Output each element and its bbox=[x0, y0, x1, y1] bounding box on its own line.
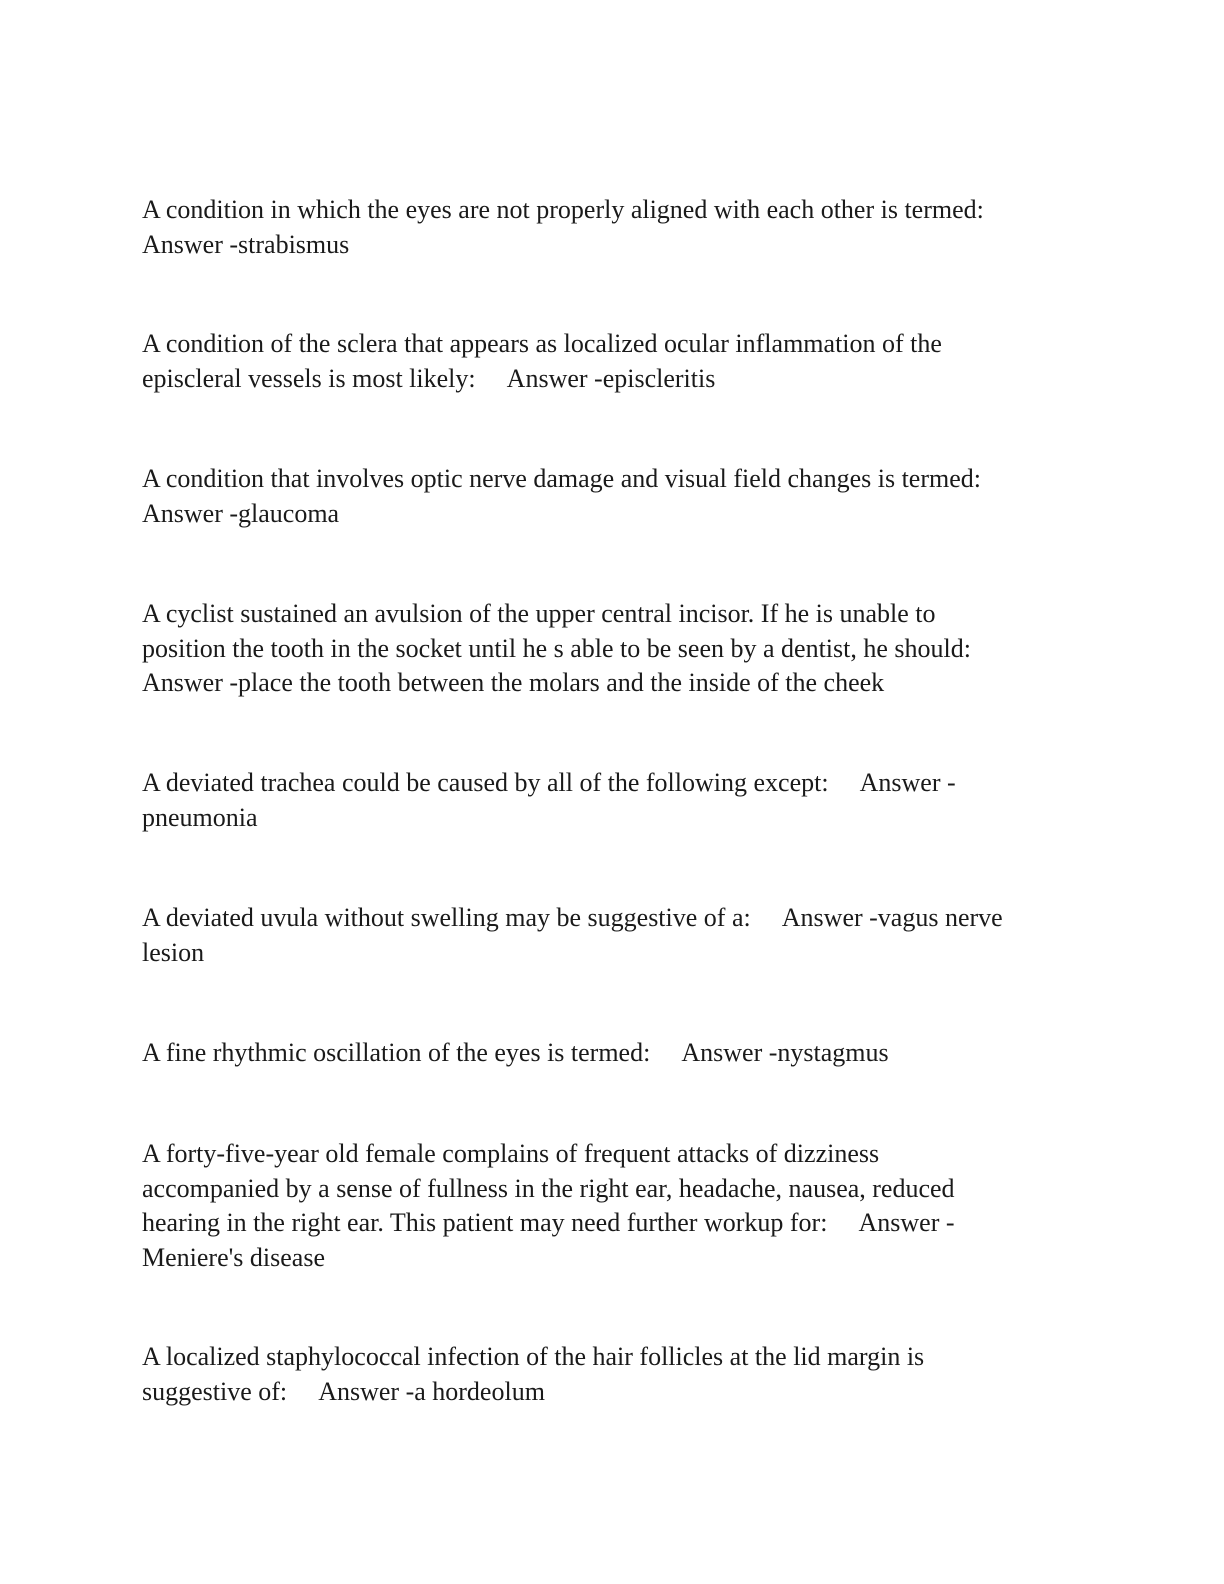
qa-item-menieres: A forty-five-year old female complains of frequent attacks of dizziness accompanied by a sense of fullness in the right ear, headache, nausea, reduced hearing in the right ear. This patient may need further workup for: Answer - Meniere's disease bbox=[142, 1139, 955, 1272]
qa-item-glaucoma: A condition that involves optic nerve damage and visual field changes is termed: Answer -glaucoma bbox=[142, 464, 981, 528]
qa-item-avulsion: A cyclist sustained an avulsion of the upper central incisor. If he is unable to position the tooth in the socket until he s able to be seen by a dentist, he should: Answer -place the tooth between the molars and the inside of the cheek bbox=[142, 599, 971, 697]
qa-item-strabismus: A condition in which the eyes are not properly aligned with each other is termed: Answer -strabismus bbox=[142, 195, 984, 259]
qa-item-nystagmus: A fine rhythmic oscillation of the eyes is termed: Answer -nystagmus bbox=[142, 1038, 889, 1067]
qa-item-hordeolum: A localized staphylococcal infection of the hair follicles at the lid margin is suggestive of: Answer -a hordeolum bbox=[142, 1342, 925, 1406]
qa-item-deviated-uvula: A deviated uvula without swelling may be suggestive of a: Answer -vagus nerve lesion bbox=[142, 903, 1003, 967]
qa-item-deviated-trachea: A deviated trachea could be caused by all of the following except: Answer - pneumonia bbox=[142, 768, 956, 832]
qa-item-episcleritis: A condition of the sclera that appears as localized ocular inflammation of the episcleral vessels is most likely: Answer -episcleritis bbox=[142, 329, 942, 393]
